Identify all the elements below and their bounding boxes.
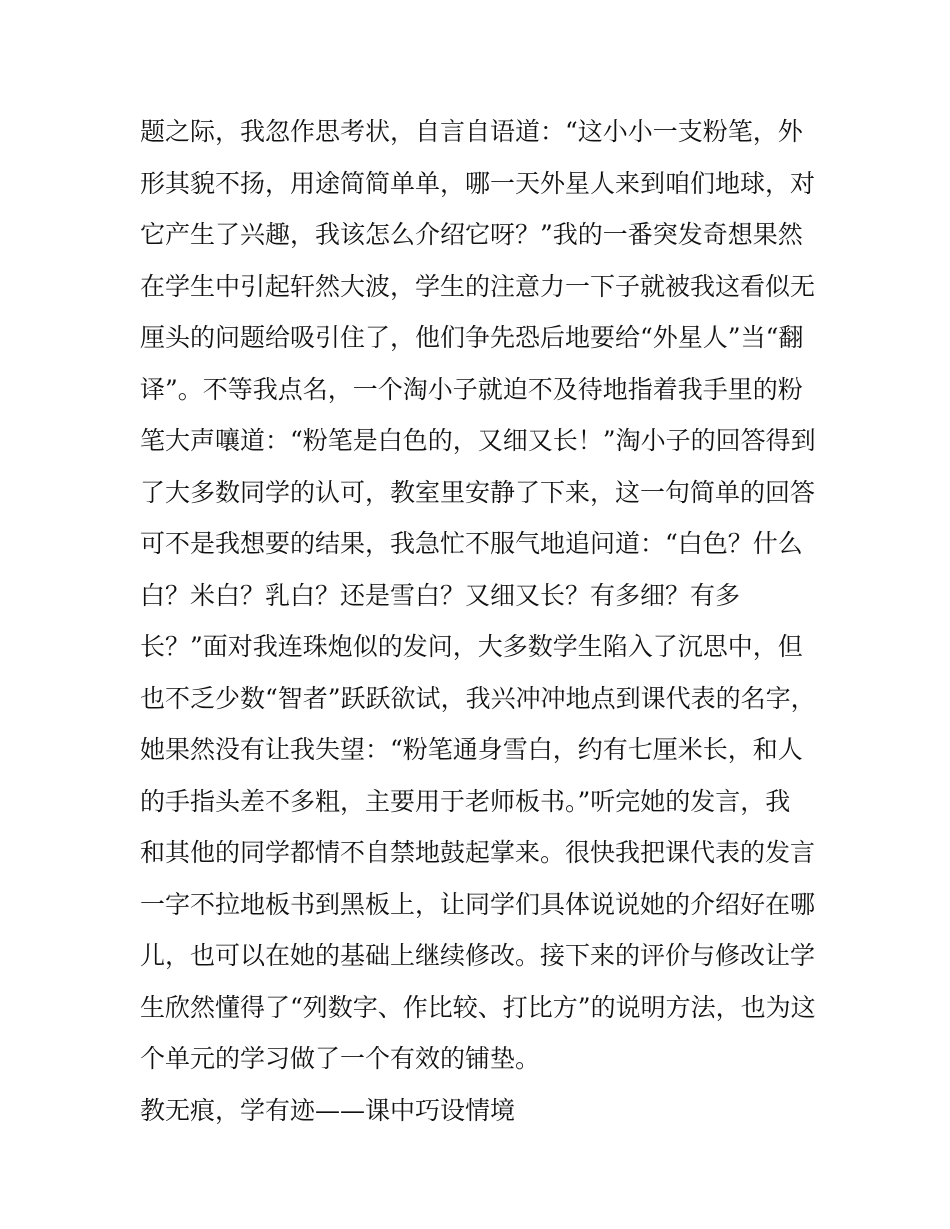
text-line: 儿，也可以在她的基础上继续修改。接下来的评价与修改让学 xyxy=(140,941,816,970)
text-line: 白？米白？乳白？还是雪白？又细又长？有多细？有多 xyxy=(140,580,741,610)
text-line: 生欣然懂得了“列数字、作比较、打比方”的说明方法，也为这 xyxy=(140,992,816,1022)
text-line: 厘头的问题给吸引住了，他们争先恐后地要给“外星人”当“翻 xyxy=(140,323,804,352)
text-line: 她果然没有让我失望：“粉笔通身雪白，约有七厘米长，和人 xyxy=(140,735,803,764)
text-line: 在学生中引起轩然大波，学生的注意力一下子就被我这看似无 xyxy=(140,271,816,301)
text-line: 了大多数同学的认可，教室里安静了下来，这一句简单的回答 xyxy=(140,477,816,507)
text-line: 一字不拉地板书到黑板上，让同学们具体说说她的介绍好在哪 xyxy=(140,889,816,919)
text-line: 题之际，我忽作思考状，自言自语道：“这小小一支粉笔，外 xyxy=(140,117,803,146)
text-line: 也不乏少数“智者”跃跃欲试，我兴冲冲地点到课代表的名字， xyxy=(140,683,816,713)
text-line: 和其他的同学都情不自禁地鼓起掌来。很快我把课代表的发言 xyxy=(140,838,816,867)
section-heading: 教无痕，学有迹——课中巧设情境 xyxy=(140,1095,516,1125)
text-line: 长？”面对我连珠炮似的发问，大多数学生陷入了沉思中，但 xyxy=(140,632,803,661)
text-line: 形其貌不扬，用途简简单单，哪一天外星人来到咱们地球，对 xyxy=(140,168,816,198)
text-line: 可不是我想要的结果，我急忙不服气地追问道：“白色？什么 xyxy=(140,529,803,558)
text-line: 个单元的学习做了一个有效的铺垫。 xyxy=(140,1044,541,1073)
text-line: 它产生了兴趣，我该怎么介绍它呀？”我的一番突发奇想果然 xyxy=(140,220,803,249)
text-line: 译”。不等我点名，一个淘小子就迫不及待地指着我手里的粉 xyxy=(140,374,803,404)
body-text xyxy=(140,106,820,1136)
text-line: 笔大声嚷道：“粉笔是白色的，又细又长！”淘小子的回答得到 xyxy=(140,426,816,455)
text-line: 的手指头差不多粗，主要用于老师板书。”听完她的发言，我 xyxy=(140,786,791,816)
